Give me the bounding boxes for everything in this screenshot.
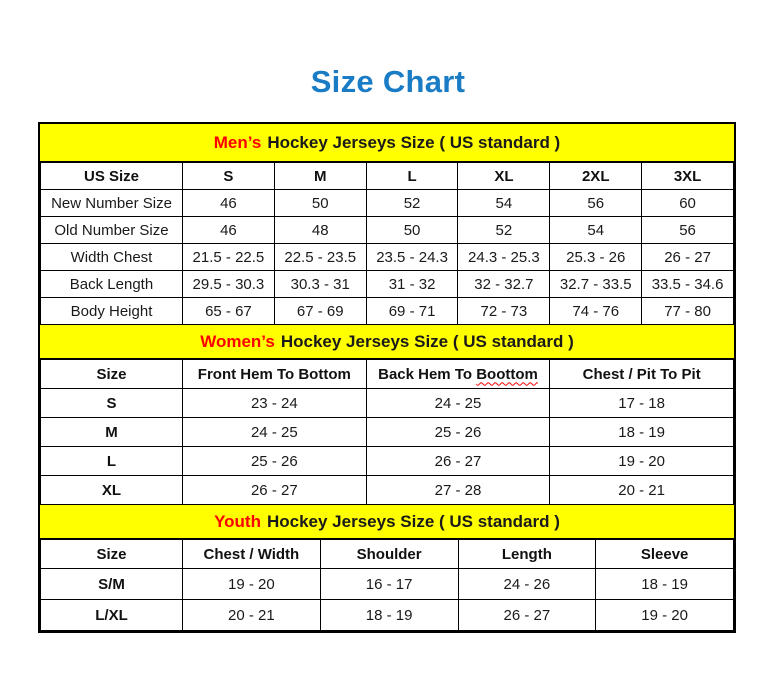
size-value-cell: 33.5 - 34.6 [642, 271, 734, 298]
column-header: Size [41, 540, 183, 569]
size-value-cell: 52 [366, 190, 458, 217]
size-value-cell: 19 - 20 [183, 569, 321, 600]
size-value-cell: 29.5 - 30.3 [183, 271, 275, 298]
size-value-cell: 23.5 - 24.3 [366, 244, 458, 271]
size-value-cell: 23 - 24 [183, 389, 367, 418]
row-label: M [41, 418, 183, 447]
youth-size-table [40, 539, 734, 631]
column-header: Sleeve [596, 540, 734, 569]
row-label: L/XL [41, 600, 183, 631]
table-row [41, 418, 734, 447]
mens-section-banner [40, 124, 734, 162]
size-value-cell: 22.5 - 23.5 [274, 244, 366, 271]
size-value-cell: 32 - 32.7 [458, 271, 550, 298]
row-label: Back Length [41, 271, 183, 298]
size-value-cell: 50 [274, 190, 366, 217]
size-value-cell: 19 - 20 [550, 447, 734, 476]
size-value-cell: 67 - 69 [274, 298, 366, 325]
size-value-cell: 26 - 27 [458, 600, 596, 631]
youth-banner-highlight: Youth [214, 511, 261, 531]
row-label: New Number Size [41, 190, 183, 217]
size-value-cell: 72 - 73 [458, 298, 550, 325]
size-value-cell: 25.3 - 26 [550, 244, 642, 271]
womens-banner-text: Hockey Jerseys Size ( US standard ) [280, 331, 574, 351]
size-value-cell: 69 - 71 [366, 298, 458, 325]
row-label: Old Number Size [41, 217, 183, 244]
size-value-cell: 26 - 27 [366, 447, 550, 476]
table-row [41, 298, 734, 325]
table-row [41, 447, 734, 476]
size-value-cell: 16 - 17 [320, 569, 458, 600]
size-chart-tables [38, 122, 736, 633]
column-header: Shoulder [320, 540, 458, 569]
row-label: S/M [41, 569, 183, 600]
mens-size-table [40, 162, 734, 325]
size-value-cell: 56 [642, 217, 734, 244]
size-value-cell: 19 - 20 [596, 600, 734, 631]
size-value-cell: 24 - 25 [366, 389, 550, 418]
column-header: M [274, 163, 366, 190]
row-label: XL [41, 476, 183, 505]
size-value-cell: 46 [183, 190, 275, 217]
mens-banner-text: Hockey Jerseys Size ( US standard ) [267, 132, 561, 152]
size-value-cell: 46 [183, 217, 275, 244]
column-header: S [183, 163, 275, 190]
size-value-cell: 26 - 27 [642, 244, 734, 271]
column-header: Chest / Width [183, 540, 321, 569]
size-value-cell: 31 - 32 [366, 271, 458, 298]
size-value-cell: 54 [458, 190, 550, 217]
size-value-cell: 52 [458, 217, 550, 244]
table-row [41, 389, 734, 418]
youth-banner-text: Hockey Jerseys Size ( US standard ) [266, 511, 560, 531]
size-value-cell: 27 - 28 [366, 476, 550, 505]
size-value-cell: 30.3 - 31 [274, 271, 366, 298]
column-header: L [366, 163, 458, 190]
column-header: US Size [41, 163, 183, 190]
size-value-cell: 48 [274, 217, 366, 244]
size-value-cell: 20 - 21 [550, 476, 734, 505]
size-value-cell: 21.5 - 22.5 [183, 244, 275, 271]
row-label: L [41, 447, 183, 476]
row-label: Width Chest [41, 244, 183, 271]
column-header: Chest / Pit To Pit [550, 360, 734, 389]
size-value-cell: 60 [642, 190, 734, 217]
row-label: S [41, 389, 183, 418]
table-row [41, 600, 734, 631]
size-value-cell: 18 - 19 [596, 569, 734, 600]
youth-section-banner [40, 505, 734, 539]
table-row [41, 569, 734, 600]
size-value-cell: 24 - 25 [183, 418, 367, 447]
size-value-cell: 20 - 21 [183, 600, 321, 631]
size-value-cell: 24.3 - 25.3 [458, 244, 550, 271]
size-value-cell: 26 - 27 [183, 476, 367, 505]
size-value-cell: 77 - 80 [642, 298, 734, 325]
table-row [41, 476, 734, 505]
column-header: 2XL [550, 163, 642, 190]
column-header-text: Back Hem To [378, 365, 477, 383]
page-title: Size Chart [310, 64, 466, 99]
size-value-cell: 56 [550, 190, 642, 217]
womens-banner-highlight: Women’s [200, 331, 275, 351]
womens-header-row [41, 360, 734, 389]
size-value-cell: 50 [366, 217, 458, 244]
column-header: Size [41, 360, 183, 389]
mens-header-row [41, 163, 734, 190]
size-value-cell: 32.7 - 33.5 [550, 271, 642, 298]
column-header [366, 360, 550, 389]
size-value-cell: 17 - 18 [550, 389, 734, 418]
table-row [41, 244, 734, 271]
size-value-cell: 24 - 26 [458, 569, 596, 600]
table-row [41, 271, 734, 298]
size-value-cell: 25 - 26 [183, 447, 367, 476]
youth-header-row [41, 540, 734, 569]
table-row [41, 190, 734, 217]
table-row [41, 217, 734, 244]
row-label: Body Height [41, 298, 183, 325]
column-header: XL [458, 163, 550, 190]
size-value-cell: 18 - 19 [320, 600, 458, 631]
size-value-cell: 25 - 26 [366, 418, 550, 447]
column-header: Front Hem To Bottom [183, 360, 367, 389]
size-value-cell: 18 - 19 [550, 418, 734, 447]
mens-banner-highlight: Men’s [213, 132, 262, 152]
size-value-cell: 74 - 76 [550, 298, 642, 325]
womens-size-table [40, 359, 734, 505]
size-value-cell: 54 [550, 217, 642, 244]
column-header: 3XL [642, 163, 734, 190]
column-header: Length [458, 540, 596, 569]
womens-section-banner [40, 325, 734, 359]
size-value-cell: 65 - 67 [183, 298, 275, 325]
misspelled-word: Boottom [476, 365, 538, 383]
